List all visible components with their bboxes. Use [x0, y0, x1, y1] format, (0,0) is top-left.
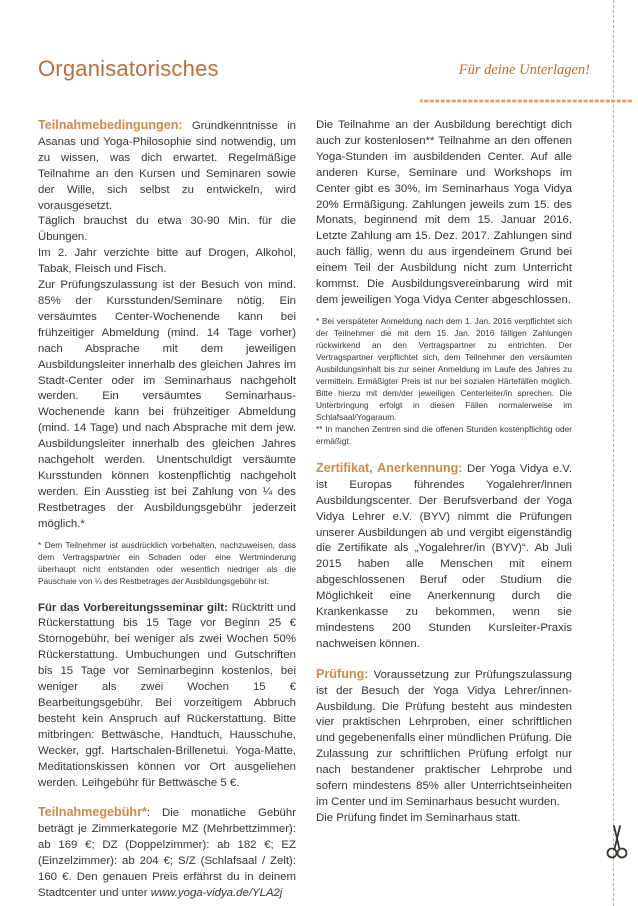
teilnahme-paragraph	[38, 118, 296, 214]
exam-location-text: Die Prüfung findet im Seminarhaus statt.	[316, 811, 521, 824]
fee-link[interactable]: www.yoga-vidya.de/YLA2j	[150, 886, 283, 899]
fee-heading: Teilnahmegebühr*	[38, 805, 147, 820]
exam-paragraph	[316, 667, 572, 811]
teilnahme-text: Grundkenntnisse in Asanas und Yoga-Philosophie sind notwendig, um zu wissen, was dich erwartet. Regelmäßige Teilnahme an den Kursen und Seminaren sowie der Wille, sich selbst zu entwickeln, wird vorausgesetzt.	[38, 120, 296, 212]
exam-heading: Prüfung:	[316, 666, 369, 681]
scissors-icon	[606, 822, 628, 862]
open-classes-footnote: ** In manchen Zentren sind die offenen Stunden kostenpflichtig oder ermäßigt.	[316, 423, 572, 446]
intro-paragraph: Die Teilnahme an der Ausbildung berechtigt dich auch zur kostenlosen** Teilnahme an den offenen Yoga-Stunden im ausbildenden Center. Auf alle anderen Kurse, Seminare und Workshops im Center gibt es 30%, im Seminarhaus Yoga Vidya 20% Ermäßigung. Zahlungen jeweils zum 15. des Monats, beginnend mit dem 15. Januar 2016. Letzte Zahlung am 15. Dez. 2017. Zahlungen sind auch fällig, wenn du aus irgendeinem Grund bei einem Teil der Ausbildung nicht zum Unterricht kommst. Die Ausbildungsvereinbarung wird mit dem jeweiligen Yoga Vidya Center abgeschlossen.	[316, 119, 572, 306]
dotted-divider	[420, 96, 632, 106]
teilnahme-heading: Teilnahmebedingungen:	[38, 118, 183, 132]
exam-text: Voraussetzung zur Prüfungszulassung ist der Besuch der Yoga Vidya Lehrer/innen-Ausbildung. Die Prüfung besteht aus mindesten vier praktischen Lehrproben, einer schriftlichen und gegebenenfalls einer mündlichen Prüfung. Die Zulassung zur schriftlichen Prüfung erfolgt nur nach bestandener praktischer Lehrprobe und sofern mindestens 85% aller Unterrichtseinheiten im Center und im Seminarhaus besucht wurden.	[316, 668, 572, 808]
preparation-heading: Für das Vorbereitungsseminar gilt:	[38, 601, 228, 614]
left-footnote: * Dem Teilnehmer ist ausdrücklich vorbehalten, nachzuweisen, dass dem Vertragspartner ein Schaden oder eine Wertminderung überhaupt nicht entstanden oder wesentlich niedriger als die Pauschale von ¼ des Restbetrages der Ausbildungsgebühr ist.	[38, 539, 296, 586]
right-column	[316, 118, 572, 827]
preparation-paragraph	[38, 601, 296, 792]
cut-line	[613, 0, 614, 906]
preparation-text: Rücktritt und Rückerstattung bis 15 Tage vor Beginn 25 € Stornogebühr, bei weniger als zwei Wochen 50% Rückerstattung. Umbuchungen und Gutschriften bis 15 Tage vor Seminarbeginn kostenlos, bei weniger als zwei Wochen 15 € Bearbeitungsgebühr. Bei vorzeitigem Abbruch besteht kein Anspruch auf Rückerstattung. Bitte mitbringen: Bettwäsche, Handtuch, Hausschuhe, Wecker, ggf. Hartschalen-Brillenetui. Yoga-Matte, Meditationskissen können vor Ort ausgeliehen werden. Leihgebühr für Bettwäsche 5 €.	[38, 601, 297, 789]
certificate-paragraph	[316, 461, 572, 653]
header-note: Für deine Unterlagen!	[458, 62, 590, 78]
certificate-heading: Zertifikat, Anerkennung:	[316, 460, 463, 475]
exam-admission-text: Zur Prüfungszulassung ist der Besuch von mind. 85% der Kursstunden/Seminare nötig. Ein versäumtes Center-Wochenende kann bei frühzeitiger Abmeldung (mind. 14 Tage vorher) nach Absprache mit dem jeweiligen Ausbildungsleiter innerhalb des gleichen Jahres im Stadt-Center oder im Seminarhaus nachgeholt werden. Ein versäumtes Seminarhaus-Wochenende kann bei frühzeitiger Abmeldung (mind. 14 Tage) und nach Absprache mit dem jew. Ausbildungsleiter innerhalb des gleichen Jahres nachgeholt werden. Unentschuldigt versäumte Kursstunden können kostenpflichtig nachgeholt werden. Ein Ausstieg ist bei Zahlung von ¼ des Restbetrages der Ausbildungsgebühr jederzeit möglich.*	[38, 279, 296, 530]
certificate-text: Der Yoga Vidya e.V. ist Europas führendes Yogalehrer/innen Ausbildungscenter. Der Berufsverband der Yoga Vidya Lehrer e.V. (BYV) nimmt die Prüfungen unserer Ausbildungen ab und vergibt eigenständig die Zertifikate als „Yogalehrer/in (BYV)“. Ab Juli 2015 haben alle Menschen mit einem abgeschlossenen Beruf oder Studium die Möglichkeit eine Anerkennung durch die Krankenkasse zu bekommen, wenn sie mindestens 200 Stunden Kursleiter-Praxis nachweisen können.	[316, 462, 572, 650]
late-registration-footnote: * Bei verspäteter Anmeldung nach dem 1. Jan. 2016 verpflichtet sich der Teilnehmer die mit dem 15. Jan. 2016 fälligen Zahlungen rückwirkend an den Vertragspartner zu entrichten. Der Vertragspartner verpflichtet sich, dem Teilnehmer den versäumten Ausbildungsinhalt bis zur seiner Anmeldung im Laufe des Jahres zu vermitteln. Ermäßigter Preis ist nur bei sozialen Härtefällen möglich. Bitte hierzu mit dem/der jeweiligen Centerleiter/in sprechen. Die Unterbringung erfolgt in diesen Fällen normalerweise im Schlafsaal/Yogaraum.	[316, 315, 572, 422]
page-title: Organisatorisches	[38, 56, 219, 81]
fee-text: : Die monatliche Gebühr beträgt je Zimmerkategorie MZ (Mehrbettzimmer): ab 169 €; DZ (Doppelzimmer): ab 182 €; EZ (Einzelzimmer): ab 204 €; S/Z (Schlafsaal / Zelt): 160 €. Den genauen Preis erfährst du in deinem Stadtcenter und unter	[38, 807, 296, 899]
second-year-text: Im 2. Jahr verzichte bitte auf Drogen, Alkohol, Tabak, Fleisch und Fisch.	[38, 247, 296, 276]
fee-paragraph	[38, 805, 296, 901]
left-column	[38, 118, 296, 902]
daily-practice-text: Täglich brauchst du etwa 30-90 Min. für die Übungen.	[38, 215, 296, 244]
